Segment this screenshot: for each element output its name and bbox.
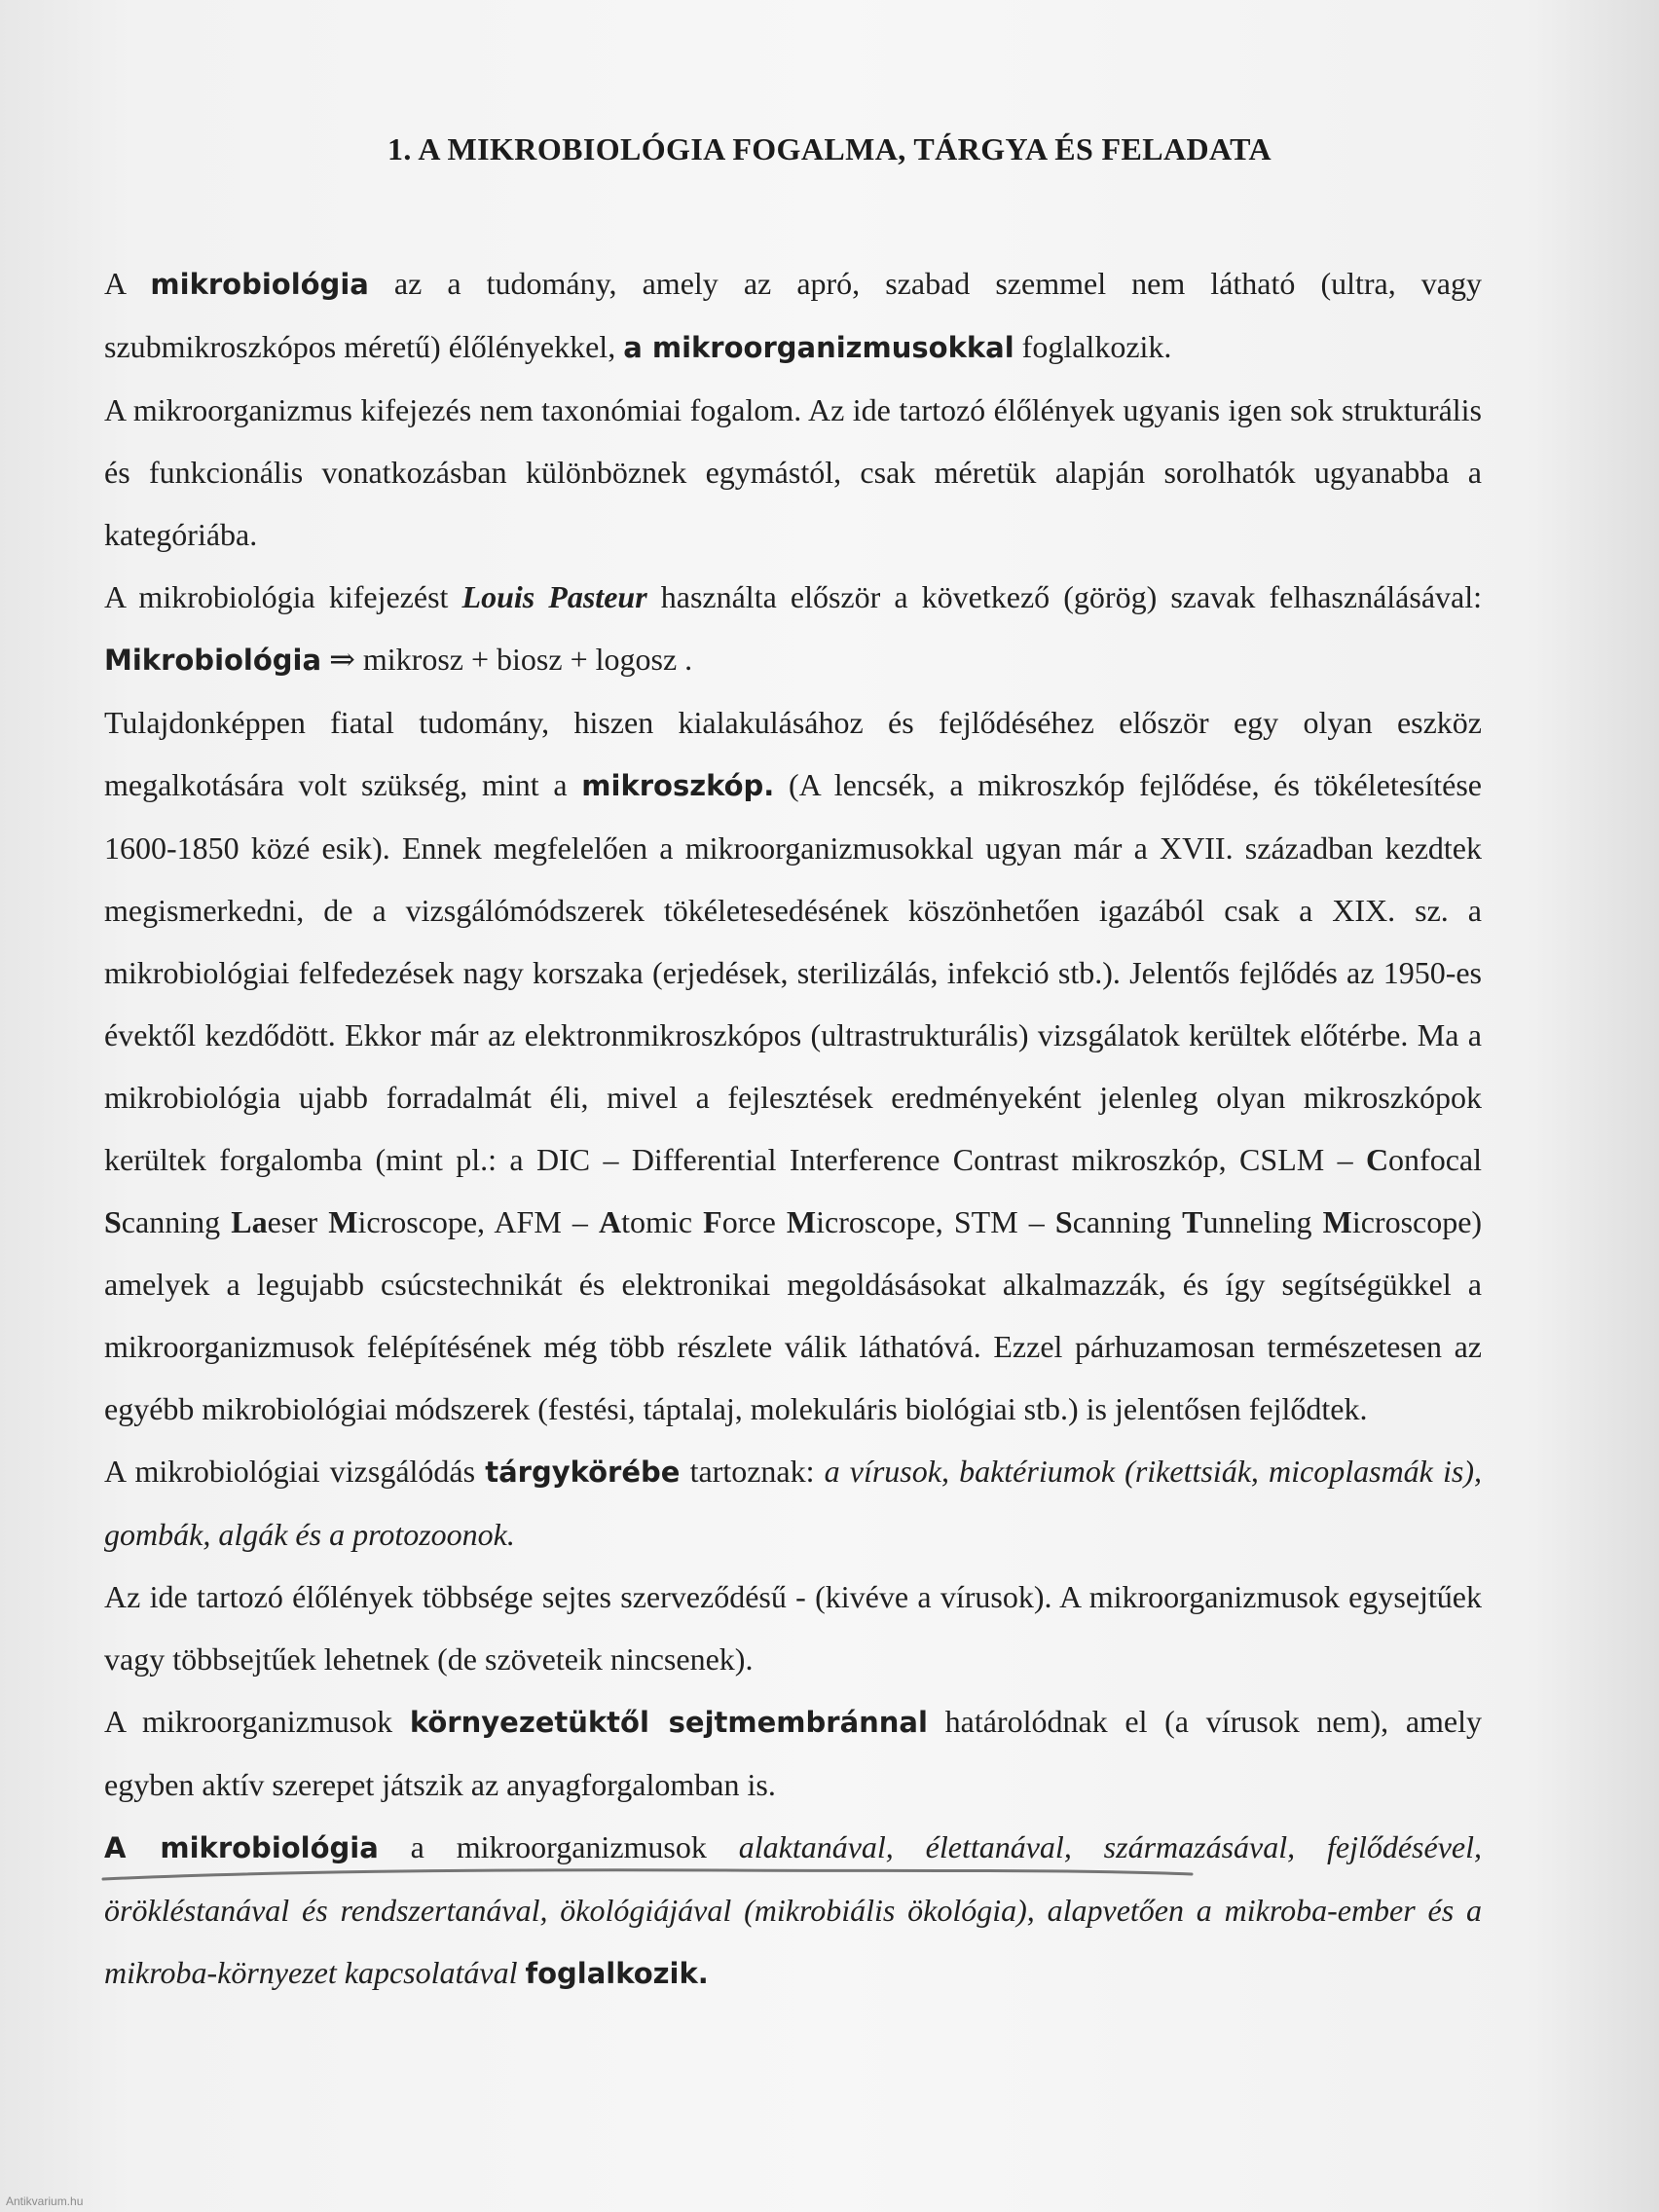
paragraph-scope: A mikrobiológiai vizsgálódás tárgykörébe tartoznak: a vírusok, baktériumok (rikettsiák, micoplasmák is), gombák, algák és a protozoonok. [104, 1454, 1483, 1552]
paragraph-taxonomy: A mikroorganizmus kifejezés nem taxonómiai fogalom. Az ide tartozó élőlények ugyanis igen sok strukturális és funkcionális vonatkozásban különböznek egymástól, csak méretük alapján sorolhatók ugyanabba a kategóriába. [104, 392, 1482, 552]
paragraph-membrane: A mikroorganizmusok környezetüktől sejtmembránnal határolódnak el (a vírusok nem), amely egyben aktív szerepet játszik az anyagforgalomban is. [104, 1704, 1483, 1802]
pencil-underline [101, 1865, 1194, 1885]
watermark: Antikvarium.hu [6, 2194, 84, 2208]
paragraph-organization: Az ide tartozó élőlények többsége sejtes szerveződésű - (kivéve a vírusok). A mikroorganizmusok egysejtűek vagy többsejtűek lehetnek (de szöveteik nincsenek). [104, 1579, 1482, 1677]
paragraph-definition: A mikrobiológia az a tudomány, amely az apró, szabad szemmel nem látható (ultra, vagy szubmikroszkópos méretű) élőlényekkel, a mikroorganizmusokkal foglalkozik. [104, 266, 1483, 364]
paragraph-summary: A mikrobiológia a mikroorganizmusok alaktanával, élettanával, származásával, fejlődésével, örökléstanával és rendszertanával, ökológiájával (mikrobiális ökológia), alapvetően a mikroba-ember és a mikroba-környezet kapcsolatával foglalkozik. [104, 1829, 1483, 1990]
document-body [104, 252, 1482, 2005]
page-title: 1. A MIKROBIOLÓGIA FOGALMA, TÁRGYA ÉS FELADATA [387, 131, 1272, 166]
paragraph-history: Tulajdonképpen fiatal tudomány, hiszen kialakulásához és fejlődéséhez először egy olyan eszköz megalkotására volt szükség, mint a mikroszkóp. (A lencsék, a mikroszkóp fejlődése, és tökéletesítése 1600-1850 közé esik). Ennek megfelelően a mikroorganizmusokkal ugyan már a XVII. században kezdtek megismerkedni, de a vizsgálómódszerek tökéletesedésének köszönhetően igazából csak a XIX. sz. a mikrobiológiai felfedezések nagy korszaka (erjedések, sterilizálás, infekció stb.). Jelentős fejlődés az 1950-es évektől kezdődött. Ekkor már az elektronmikroszkópos (ultrastrukturális) vizsgálatok kerültek előtérbe. Ma a mikrobiológia ujabb forradalmát éli, mivel a fejlesztések eredményeként jelenleg olyan mikroszkópok kerültek forgalomba (mint pl.: a DIC – Differential Interference Contrast mikroszkóp, CSLM – Confocal Scanning Laeser Microscope, AFM – Atomic Force Microscope, STM – Scanning Tunneling Microscope) amelyek a legujabb csúcstechnikát és elektronikai megoldásásokat alkalmazzák, és így segítségükkel a mikroorganizmusok felépítésének még több részlete válik láthatóvá. Ezzel párhuzamosan természetesen az egyébb mikrobiológiai módszerek (festési, táptalaj, molekuláris biológiai stb.) is jelentősen fejlődtek. [104, 705, 1483, 1426]
paragraph-pasteur: A mikrobiológia kifejezést Louis Pasteur használta először a következő (görög) szavak felhasználásával: Mikrobiológia ⇒ mikrosz + biosz + logosz . [104, 579, 1483, 677]
